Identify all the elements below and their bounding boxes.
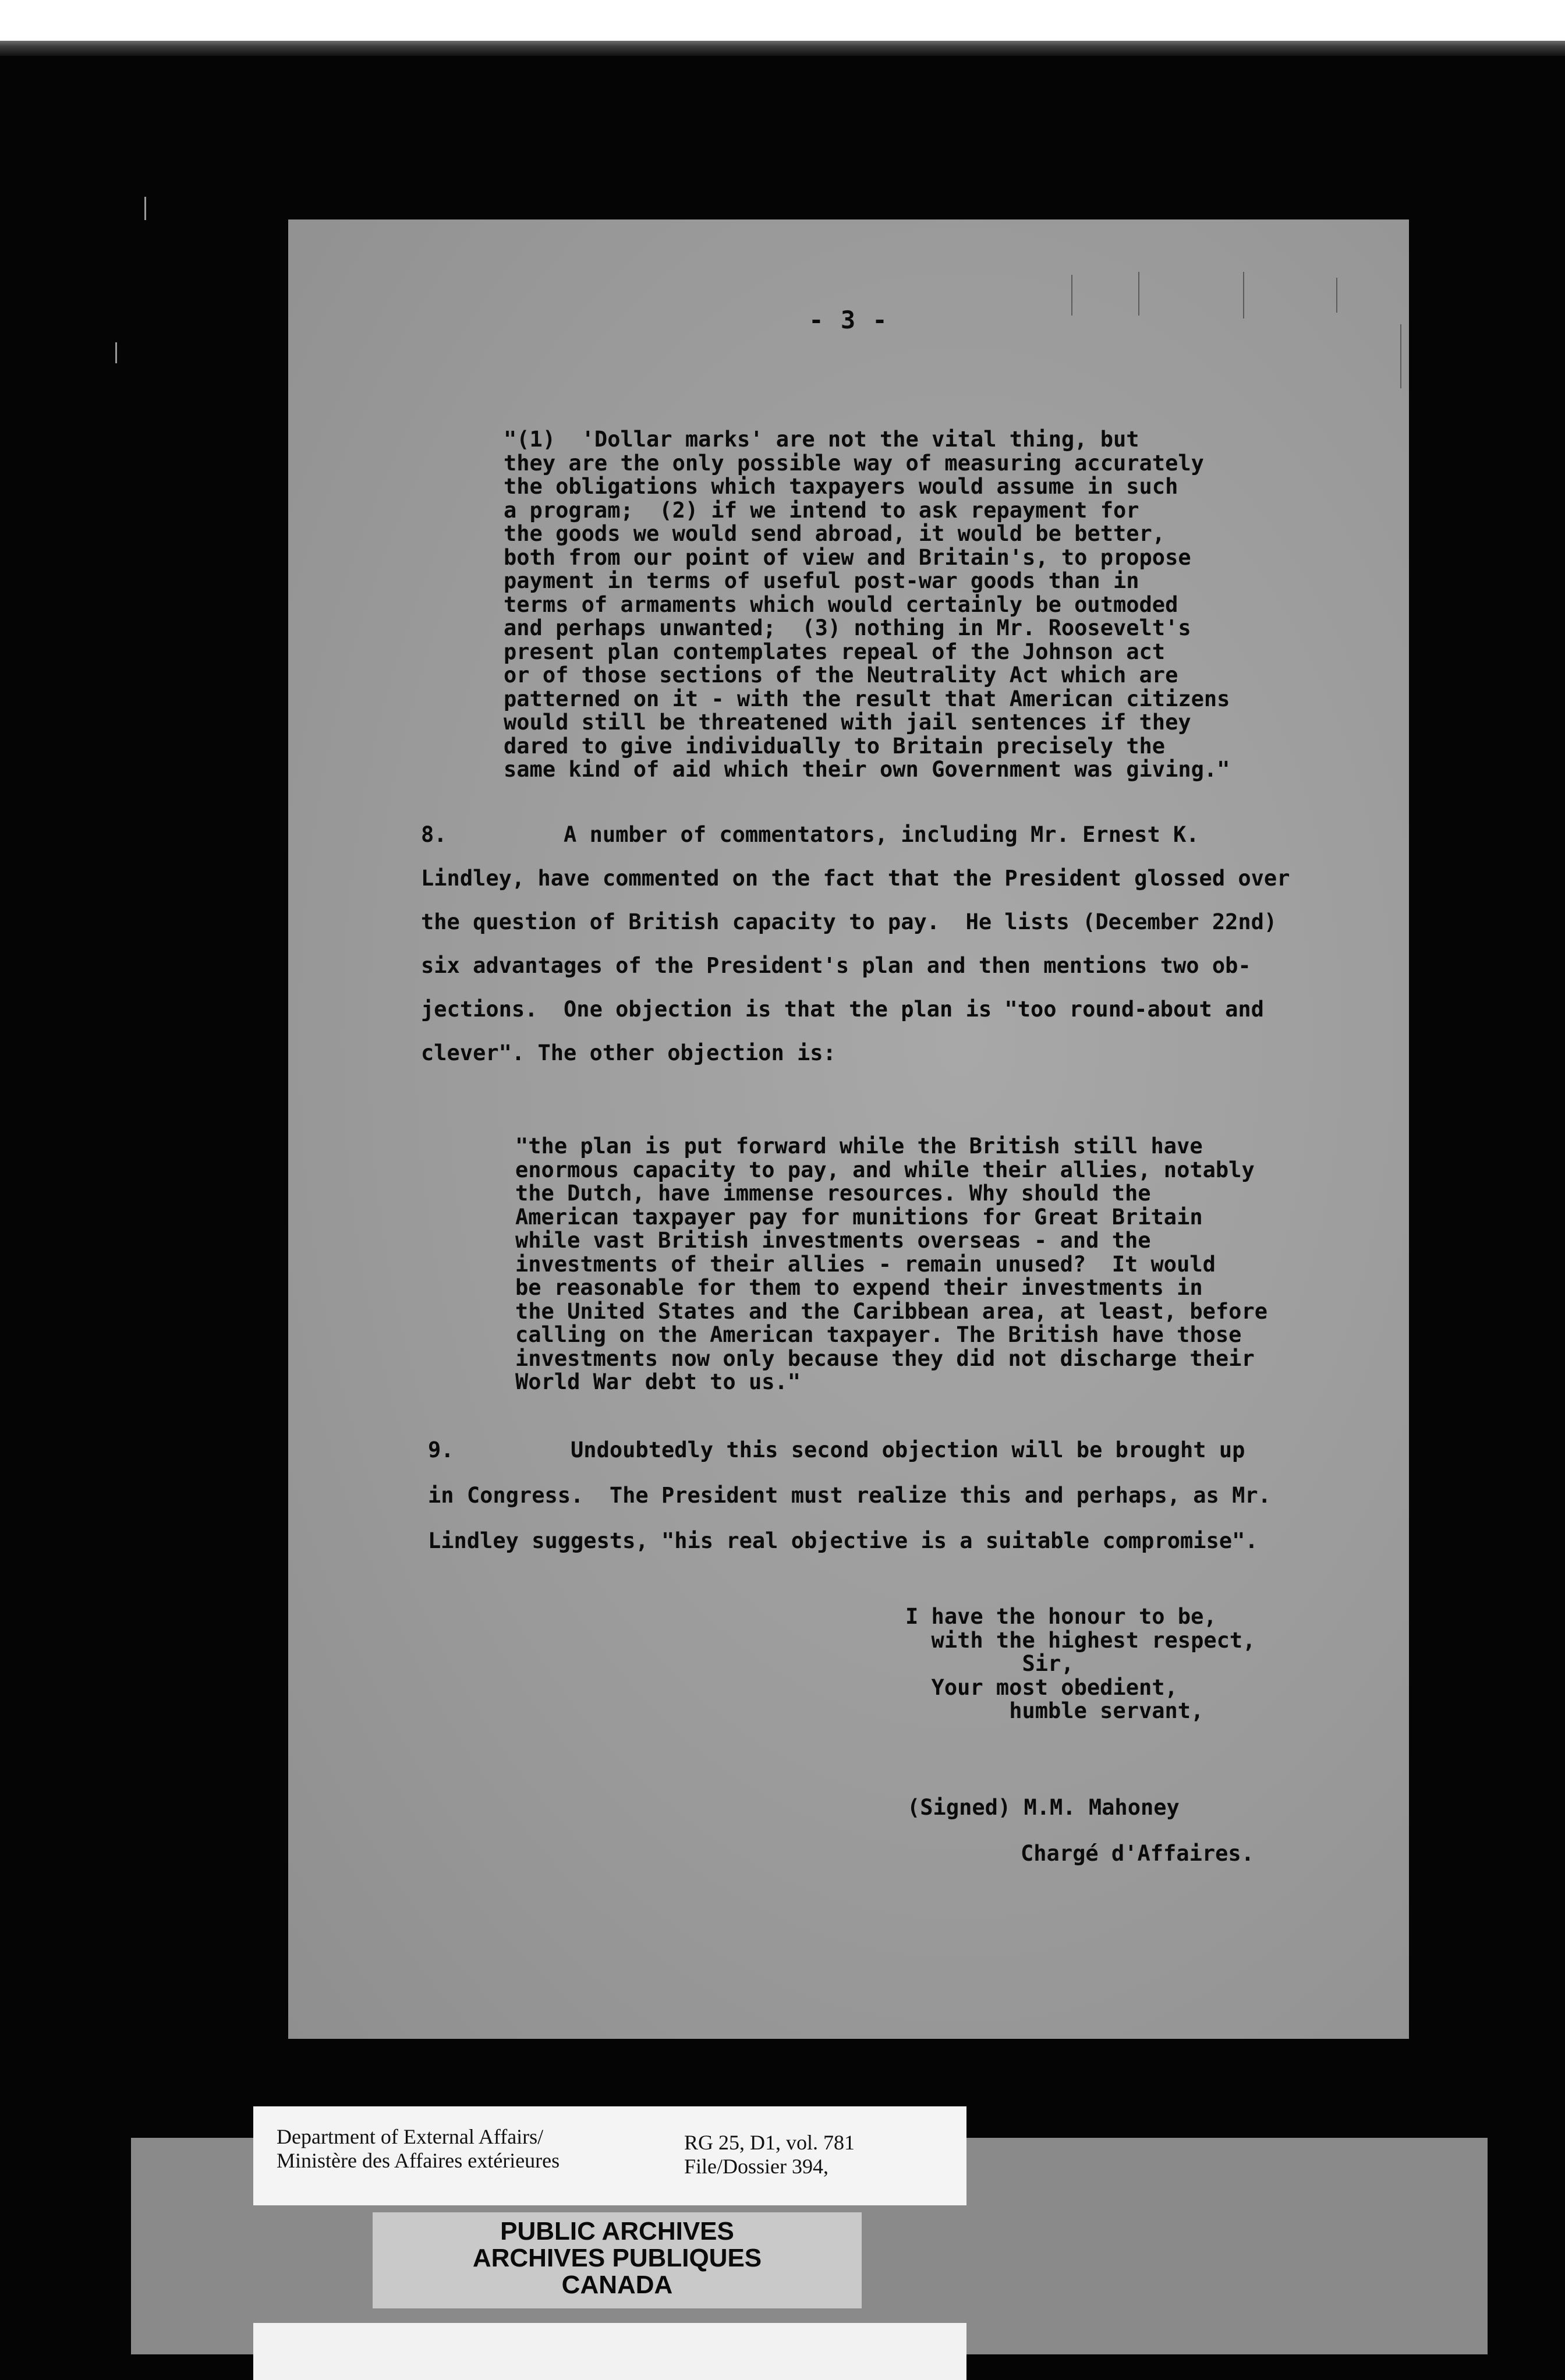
film-bottom-margin xyxy=(253,2323,966,2380)
paragraph-9-line: Lindley suggests, "his real objective is a suitable compromise". xyxy=(428,1528,1258,1553)
film-scratch xyxy=(144,197,146,220)
film-top-margin xyxy=(0,0,1565,45)
film-edge xyxy=(0,41,1565,56)
quote-block-1: "(1) 'Dollar marks' are not the vital thing, but they are the only possible way of measuring accurately the obligations which taxpayers would assume in such a program; (2) if we intend to ask repayment for the goods we would send abroad, it would be better, both from our point of view and Britain's, to propose payment in terms of useful post-war goods than in terms of armaments which would certainly be outmoded and perhaps unwanted; (3) nothing in Mr. Roosevelt's present plan contemplates repeal of the Johnson act or of those sections of the Neutrality Act which are patterned on it - with the result that American citizens would still be threatened with jail sentences if they dared to give individually to Britain precisely the same kind of aid which their own Government was giving." xyxy=(504,427,1230,782)
department-label: Department of External Affairs/ Ministère des Affaires extérieures xyxy=(277,2125,560,2172)
paragraph-8-line: clever". The other objection is: xyxy=(421,1040,836,1065)
paragraph-8-line: 8. A number of commentators, including Mr. Ernest K. xyxy=(421,822,1199,847)
paragraph-8-line: Lindley, have commented on the fact that the President glossed over xyxy=(421,866,1290,891)
paragraph-9-line: in Congress. The President must realize this and perhaps, as Mr. xyxy=(428,1483,1271,1508)
paragraph-8-line: six advantages of the President's plan and then mentions two ob- xyxy=(421,953,1251,978)
signatory-title: Chargé d'Affaires. xyxy=(1021,1841,1254,1866)
paragraph-9-line: 9. Undoubtedly this second objection will be brought up xyxy=(428,1437,1245,1462)
file-reference: RG 25, D1, vol. 781 File/Dossier 394, xyxy=(684,2131,855,2178)
quote-block-2: "the plan is put forward while the British still have enormous capacity to pay, and while their allies, notably the Dutch, have immense resources. Why should the American taxpayer pay for munitions for Great Britain while vast British investments overseas - and the investments of their allies - remain unused? It would be reasonable for them to expend their investments in the United States and the Caribbean area, at least, before calling on the American taxpayer. The British have those investments now only because they did not discharge their World War debt to us." xyxy=(515,1134,1268,1394)
closing-salutation: I have the honour to be, with the highest respect, Sir, Your most obedient, humble servant, xyxy=(905,1604,1256,1723)
film-scratch xyxy=(115,342,117,363)
letter-page xyxy=(288,219,1409,2039)
signature-line: (Signed) M.M. Mahoney xyxy=(907,1795,1180,1820)
paragraph-8-line: the question of British capacity to pay. He lists (December 22nd) xyxy=(421,909,1277,934)
archive-stamp: PUBLIC ARCHIVES ARCHIVES PUBLIQUES CANADA xyxy=(472,2217,762,2299)
paragraph-8-line: jections. One objection is that the plan is "too round-about and xyxy=(421,997,1264,1022)
page-number: - 3 - xyxy=(809,306,888,334)
